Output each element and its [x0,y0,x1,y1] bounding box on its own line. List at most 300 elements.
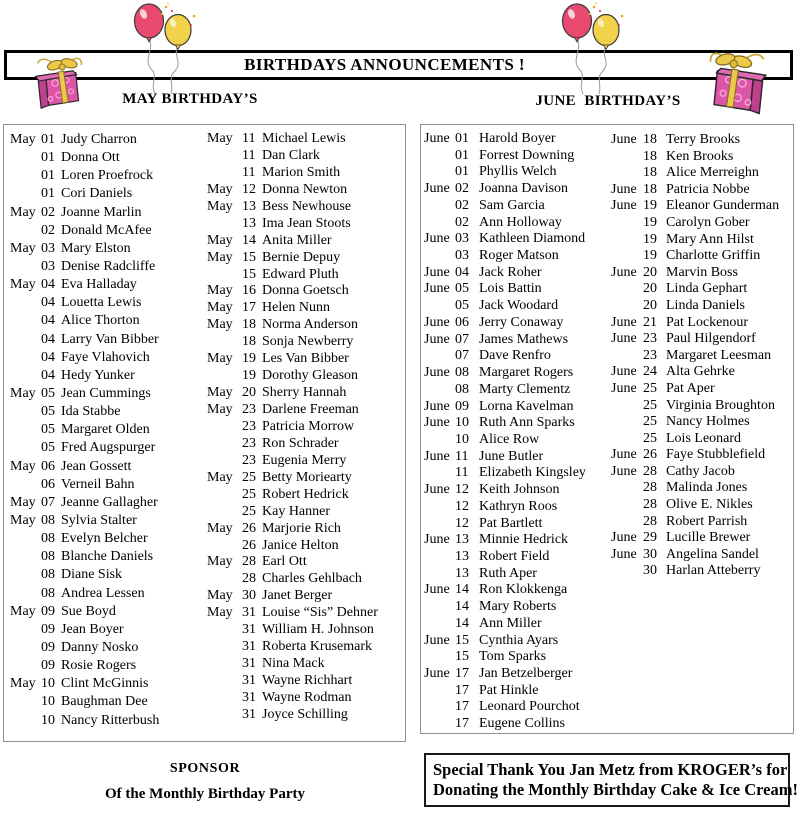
month-label [424,465,455,482]
person-name: Jean Gossett [61,458,132,474]
day-number: 08 [41,567,55,583]
day-number: 03 [41,258,55,274]
day-number: 28 [643,497,657,513]
month-label: June [424,448,450,464]
month-label: June [611,546,637,562]
day-number: 03 [455,231,469,247]
person-name: Marion Smith [262,164,341,180]
month-label [424,164,455,181]
birthday-row [424,164,586,181]
month-label [10,312,41,330]
birthday-row [424,465,586,482]
birthday-row [611,132,779,149]
month-label: June [424,131,450,146]
day-number: 04 [41,367,55,383]
day-number: 02 [455,181,469,197]
day-number: 01 [41,168,55,184]
day-number: 28 [643,463,657,479]
birthday-row [10,530,159,548]
person-name: Alta Gehrke [666,364,735,380]
sponsor-subtitle: Of the Monthly Birthday Party [105,786,305,802]
month-label [611,563,643,580]
day-number: 20 [643,281,657,297]
person-name: Alice Thorton [61,313,140,329]
day-number: 17 [455,699,469,715]
birthday-row [424,566,586,583]
day-number: 23 [242,418,256,434]
day-number: 14 [455,599,469,615]
month-label [10,639,41,657]
day-number: 01 [455,147,469,163]
day-number: 04 [41,277,55,293]
day-number: 01 [41,150,55,166]
month-label [207,656,242,673]
birthday-row [10,476,159,494]
birthday-row [611,514,779,531]
person-name: Robert Field [479,548,550,564]
day-number: 03 [41,240,55,256]
day-number: 02 [455,197,469,213]
birthday-row [10,185,159,203]
month-label [10,421,41,439]
birthday-row [207,250,378,267]
month-label [10,530,41,548]
month-label: June [611,264,637,280]
day-number: 15 [455,649,469,665]
birthday-row [424,332,586,349]
birthday-row [611,165,779,182]
month-label: May [207,554,233,570]
birthday-row [424,549,586,566]
day-number: 25 [643,414,657,430]
person-name: Tom Sparks [479,649,547,665]
month-label: June [424,666,450,681]
person-name: Robert Hedrick [262,486,349,502]
day-number: 13 [242,198,256,214]
day-number: 05 [455,298,469,314]
day-number: 20 [643,264,657,280]
birthday-row [424,382,586,399]
birthday-row [424,633,586,650]
month-label [207,334,242,351]
day-number: 02 [455,214,469,230]
month-label [611,281,643,298]
day-number: 15 [455,632,469,648]
birthday-row [611,447,779,464]
birthday-row [611,232,779,249]
month-label: May [10,385,36,401]
person-name: Jack Woodard [479,298,559,314]
day-number: 31 [242,622,256,638]
month-label [611,514,643,531]
person-name: Angelina Sandel [666,546,759,562]
birthday-row [10,385,159,403]
person-name: Mary Elston [61,240,131,256]
day-number: 18 [643,132,657,147]
birthday-row [611,331,779,348]
month-label: June [611,364,637,380]
person-name: Robert Parrish [666,513,748,529]
person-name: Sherry Hannah [262,385,347,401]
birthday-row [207,351,378,368]
birthday-row [207,656,378,673]
person-name: Ruth Ann Sparks [479,415,575,431]
month-label [10,349,41,367]
birthday-row [207,571,378,588]
month-label [424,432,455,449]
day-number: 10 [455,415,469,431]
month-label [424,348,455,365]
birthday-row [611,398,779,415]
birthday-row [424,231,586,248]
day-number: 30 [242,588,256,604]
month-label [611,497,643,514]
person-name: William H. Johnson [262,622,374,638]
birthday-row [10,276,159,294]
person-name: Lorna Kavelman [479,398,574,414]
person-name: Jack Roher [479,264,542,280]
day-number: 17 [242,300,256,316]
thank-you-note [424,753,798,807]
person-name: Fred Augspurger [61,440,156,456]
person-name: Ima Jean Stoots [262,215,351,231]
month-label: May [10,603,36,619]
person-name: Earl Ott [262,554,307,570]
day-number: 08 [41,531,55,547]
month-label [10,294,41,312]
month-label: June [424,582,450,598]
person-name: Kay Hanner [262,503,331,519]
person-name: Dan Clark [262,147,320,163]
birthday-row [207,199,378,216]
day-number: 01 [455,131,469,146]
person-name: Faye Vlahovich [61,349,150,365]
person-name: Marvin Boss [666,264,738,280]
birthday-row [207,554,378,571]
day-number: 13 [242,215,256,231]
month-label [207,419,242,436]
birthday-row [611,315,779,332]
month-label: June [611,198,637,214]
month-label: May [207,283,233,299]
person-name: Marjorie Rich [262,520,341,536]
month-label: June [424,264,450,280]
month-label [10,566,41,584]
day-number: 09 [41,621,55,637]
birthday-row [207,182,378,199]
month-label: June [424,181,450,197]
month-label [611,480,643,497]
person-name: Bess Newhouse [262,198,352,214]
birthday-row [10,639,159,657]
birthday-row [424,315,586,332]
day-number: 10 [41,676,55,692]
day-number: 06 [41,458,55,474]
birthday-row [207,605,378,622]
person-name: Louise “Sis” Dehner [262,605,378,621]
person-name: Roger Matson [479,248,559,264]
month-label: June [611,530,637,546]
person-name: Edward Pluth [262,266,339,282]
month-label: June [611,447,637,463]
day-number: 23 [643,347,657,363]
month-label [207,673,242,690]
month-label [611,215,643,232]
month-label [207,571,242,588]
month-label [424,716,455,733]
person-name: Janice Helton [262,537,339,553]
birthday-row [207,588,378,605]
day-number: 23 [643,331,657,347]
person-name: Joyce Schilling [262,706,348,722]
person-name: Mary Roberts [479,599,557,615]
birthday-row [10,585,159,603]
person-name: Janet Berger [262,588,333,604]
birthday-row [10,294,159,312]
person-name: Dorothy Gleason [262,368,359,384]
month-label [424,683,455,700]
person-name: Sonja Newberry [262,334,354,350]
birthday-row [207,368,378,385]
birthday-row [424,298,586,315]
birthday-row [10,331,159,349]
person-name: Faye Stubblefield [666,447,766,463]
month-label: May [207,402,233,417]
month-label: May [10,277,36,293]
person-name: Verneil Bahn [61,476,135,492]
birthday-row [207,622,378,639]
birthday-row [10,312,159,330]
person-name: Phyllis Welch [479,164,557,180]
person-name: Charles Gehlbach [262,571,362,587]
month-label: May [207,520,233,536]
person-name: Terry Brooks [666,132,741,147]
month-label [611,248,643,265]
month-label [10,439,41,457]
month-label [10,167,41,185]
month-label: May [10,204,36,220]
month-label [424,215,455,232]
day-number: 07 [455,331,469,347]
day-number: 26 [643,447,657,463]
month-label [10,258,41,276]
month-label [207,368,242,385]
month-label: May [207,469,233,485]
month-label [611,165,643,182]
person-name: Harlan Atteberry [666,563,761,579]
person-name: Leonard Pourchot [479,699,580,715]
month-label: June [611,463,637,479]
birthday-row [10,349,159,367]
day-number: 01 [41,186,55,202]
person-name: Charlotte Griffin [666,248,761,264]
birthday-row [207,165,378,182]
birthday-row [611,248,779,265]
birthday-row [207,283,378,300]
birthday-row [611,431,779,448]
day-number: 18 [242,317,256,333]
birthday-row [611,414,779,431]
day-number: 31 [242,639,256,655]
day-number: 06 [455,314,469,330]
day-number: 12 [455,515,469,531]
day-number: 14 [455,582,469,598]
day-number: 25 [643,397,657,413]
birthday-row [10,149,159,167]
person-name: Ruth Aper [479,565,537,581]
birthday-row [611,530,779,547]
day-number: 18 [242,334,256,350]
birthday-row [611,348,779,365]
gift-icon [702,47,778,117]
person-name: June Butler [479,448,544,464]
day-number: 05 [41,404,55,420]
birthday-row [424,599,586,616]
birthday-row [424,415,586,432]
day-number: 18 [643,148,657,164]
balloons-icon [556,2,630,98]
month-label: June [424,532,450,548]
day-number: 30 [643,563,657,579]
day-number: 29 [643,530,657,546]
day-number: 04 [455,264,469,280]
june-list-box [420,124,794,734]
day-number: 26 [242,537,256,553]
birthday-row [424,215,586,232]
day-number: 16 [242,283,256,299]
birthday-row [424,449,586,466]
person-name: Joanne Marlin [61,204,142,220]
month-label [10,657,41,675]
person-name: Jean Boyer [61,621,124,637]
person-name: Loren Proefrock [61,168,154,184]
person-name: Pat Lockenour [666,314,749,330]
person-name: Jeanne Gallagher [61,494,158,510]
birthday-row [424,432,586,449]
month-label [207,707,242,724]
birthday-row [424,482,586,499]
birthday-row [10,494,159,512]
birthday-row [10,712,159,730]
person-name: Margaret Olden [61,422,150,438]
birthday-row [207,148,378,165]
person-name: Sue Boyd [61,603,116,619]
person-name: Linda Daniels [666,297,745,313]
birthday-row [611,215,779,232]
day-number: 18 [643,181,657,197]
person-name: Lois Leonard [666,430,742,446]
day-number: 19 [643,231,657,247]
month-label [611,232,643,249]
month-label: June [424,365,450,381]
person-name: Roberta Krusemark [262,639,373,655]
person-name: Olive E. Nikles [666,497,753,513]
month-label [611,398,643,415]
thank-you-line-2: Donating the Monthly Birthday Cake & Ice Cream! [433,780,798,799]
day-number: 18 [643,165,657,181]
month-label [424,549,455,566]
month-label: May [207,300,233,316]
birthday-row [424,248,586,265]
month-label [10,403,41,421]
person-name: Eva Halladay [61,277,137,293]
june-column-2 [611,132,779,580]
birthday-row [10,675,159,693]
person-name: Ida Stabbe [61,404,121,420]
person-name: Elizabeth Kingsley [479,465,586,481]
day-number: 14 [455,615,469,631]
month-label: June [611,314,637,330]
birthday-row [611,281,779,298]
sponsor-title: SPONSOR [169,761,241,776]
day-number: 28 [643,513,657,529]
day-number: 07 [455,348,469,364]
month-label: June [611,331,637,347]
day-number: 12 [455,482,469,498]
person-name: Linda Gephart [666,281,748,297]
day-number: 08 [455,381,469,397]
person-name: Louetta Lewis [61,295,142,311]
person-name: Andrea Lessen [61,585,145,601]
month-label [207,267,242,284]
person-name: Alice Row [479,431,540,447]
day-number: 02 [41,222,55,238]
person-name: Donald McAfee [61,222,152,238]
person-name: Lois Battin [479,281,542,297]
day-number: 02 [41,204,55,220]
person-name: Malinda Jones [666,480,748,496]
birthday-row [10,458,159,476]
day-number: 11 [455,465,469,481]
person-name: Donna Ott [61,150,120,166]
person-name: Wayne Richhart [262,673,353,688]
birthday-row [611,381,779,398]
month-label [10,621,41,639]
month-label [611,414,643,431]
birthday-row [611,265,779,282]
person-name: Bernie Depuy [262,249,341,265]
month-label [424,499,455,516]
person-name: Helen Nunn [262,300,331,316]
day-number: 25 [643,380,657,396]
person-name: Marty Clementz [479,381,571,397]
person-name: Eugene Collins [479,716,565,732]
month-label: June [424,314,450,330]
birthday-row [207,300,378,317]
day-number: 28 [643,480,657,496]
month-label [10,222,41,240]
person-name: Jan Betzelberger [479,666,573,681]
person-name: Les Van Bibber [262,351,349,367]
birthday-row [207,487,378,504]
person-name: James Mathews [479,331,569,347]
person-name: Minnie Hedrick [479,532,569,548]
person-name: Wayne Rodman [262,689,352,705]
month-label: June [611,132,637,147]
birthday-row [207,131,378,148]
day-number: 08 [41,585,55,601]
month-label [611,149,643,166]
day-number: 11 [242,131,256,146]
month-label: May [207,131,233,146]
month-label: June [424,331,450,347]
month-label: May [10,494,36,510]
month-label: May [207,588,233,604]
birthday-row [207,402,378,419]
birthday-row [611,298,779,315]
birthday-row [207,504,378,521]
person-name: Harold Boyer [479,131,556,146]
